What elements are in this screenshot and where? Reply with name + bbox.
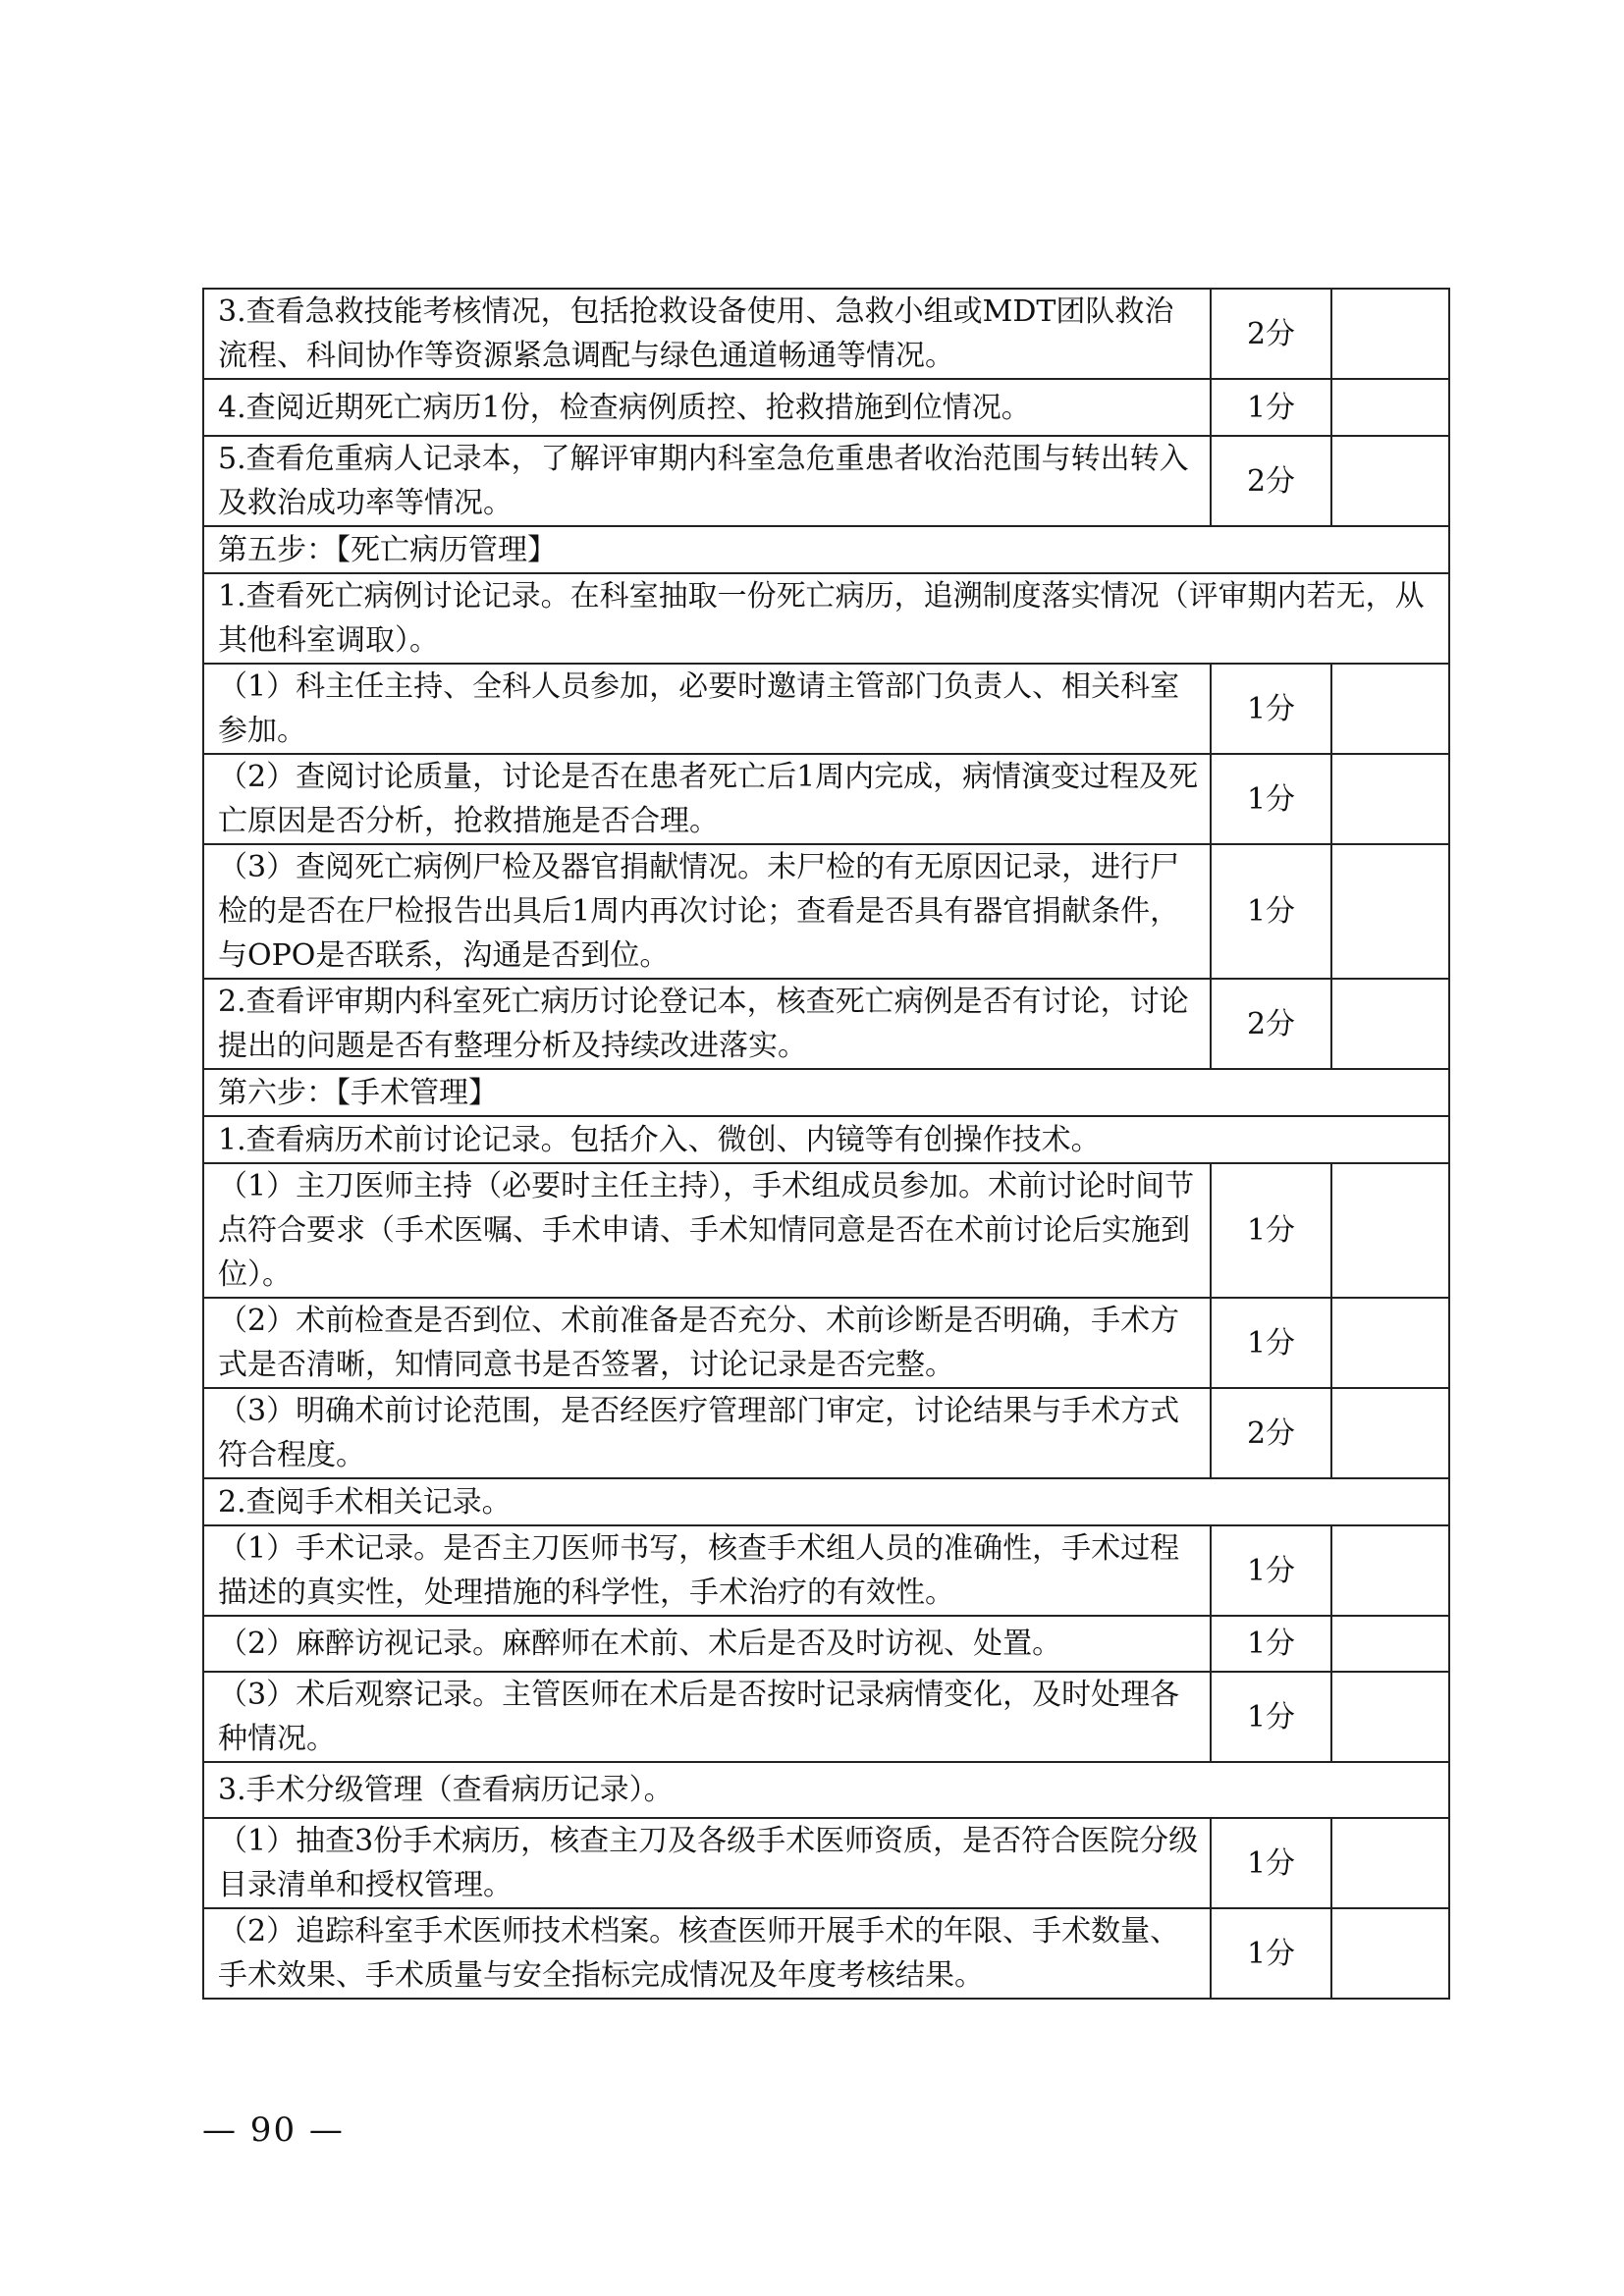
table-row (203, 1908, 1449, 1999)
check-cell (1331, 979, 1449, 1069)
criterion-text: （2）术前检查是否到位、术前准备是否充分、术前诊断是否明确，手术方式是否清晰，知情同意书是否签署，讨论记录是否完整。 (203, 1298, 1211, 1388)
criterion-score: 1分 (1211, 1672, 1331, 1762)
criterion-score: 1分 (1211, 1163, 1331, 1298)
criterion-score: 1分 (1211, 1525, 1331, 1616)
criterion-text: （1）科主任主持、全科人员参加，必要时邀请主管部门负责人、相关科室参加。 (203, 664, 1211, 754)
criterion-score: 2分 (1211, 979, 1331, 1069)
check-cell (1331, 754, 1449, 844)
check-cell (1331, 379, 1449, 436)
table-row (203, 1116, 1449, 1163)
evaluation-criteria-table (202, 288, 1450, 2000)
criterion-text: （2）麻醉访视记录。麻醉师在术前、术后是否及时访视、处置。 (203, 1616, 1211, 1672)
criterion-group-text: 1.查看病历术前讨论记录。包括介入、微创、内镜等有创操作技术。 (203, 1116, 1449, 1163)
check-cell (1331, 1672, 1449, 1762)
table-row (203, 1298, 1449, 1388)
section-heading: 第五步：【死亡病历管理】 (203, 526, 1449, 573)
table-row (203, 289, 1449, 379)
criterion-text: （3）明确术前讨论范围，是否经医疗管理部门审定，讨论结果与手术方式符合程度。 (203, 1388, 1211, 1478)
criterion-text: （3）查阅死亡病例尸检及器官捐献情况。未尸检的有无原因记录，进行尸检的是否在尸检报告出具后1周内再次讨论；查看是否具有器官捐献条件，与OPO是否联系，沟通是否到位。 (203, 844, 1211, 979)
check-cell (1331, 1818, 1449, 1908)
table-row (203, 1388, 1449, 1478)
criterion-score: 1分 (1211, 1298, 1331, 1388)
criterion-score: 1分 (1211, 1908, 1331, 1999)
criterion-text: 3.查看急救技能考核情况，包括抢救设备使用、急救小组或MDT团队救治流程、科间协作等资源紧急调配与绿色通道畅通等情况。 (203, 289, 1211, 379)
table-row (203, 1762, 1449, 1818)
criterion-group-text: 1.查看死亡病例讨论记录。在科室抽取一份死亡病历，追溯制度落实情况（评审期内若无，从其他科室调取）。 (203, 573, 1449, 664)
criterion-score: 1分 (1211, 844, 1331, 979)
check-cell (1331, 1525, 1449, 1616)
table-row (203, 979, 1449, 1069)
criterion-score: 1分 (1211, 664, 1331, 754)
criterion-text: （1）手术记录。是否主刀医师书写，核查手术组人员的准确性，手术过程描述的真实性，处理措施的科学性，手术治疗的有效性。 (203, 1525, 1211, 1616)
check-cell (1331, 436, 1449, 526)
criterion-text: 5.查看危重病人记录本，了解评审期内科室急危重患者收治范围与转出转入及救治成功率等情况。 (203, 436, 1211, 526)
criterion-text: （3）术后观察记录。主管医师在术后是否按时记录病情变化，及时处理各种情况。 (203, 1672, 1211, 1762)
table-row (203, 664, 1449, 754)
criterion-group-text: 3.手术分级管理（查看病历记录）。 (203, 1762, 1449, 1818)
section-heading: 第六步：【手术管理】 (203, 1069, 1449, 1116)
section-heading-row (203, 526, 1449, 573)
check-cell (1331, 1163, 1449, 1298)
check-cell (1331, 1298, 1449, 1388)
check-cell (1331, 1388, 1449, 1478)
table-row (203, 573, 1449, 664)
criterion-text: （1）主刀医师主持（必要时主任主持），手术组成员参加。术前讨论时间节点符合要求（手术医嘱、手术申请、手术知情同意是否在术前讨论后实施到位）。 (203, 1163, 1211, 1298)
table-row (203, 1163, 1449, 1298)
table-row (203, 1818, 1449, 1908)
criterion-group-text: 2.查阅手术相关记录。 (203, 1478, 1449, 1525)
table-row (203, 436, 1449, 526)
criterion-score: 2分 (1211, 289, 1331, 379)
table-row (203, 754, 1449, 844)
criterion-score: 2分 (1211, 1388, 1331, 1478)
check-cell (1331, 664, 1449, 754)
table-row (203, 1478, 1449, 1525)
criterion-score: 1分 (1211, 379, 1331, 436)
page-number: — 90 — (202, 2110, 345, 2150)
check-cell (1331, 844, 1449, 979)
check-cell (1331, 1908, 1449, 1999)
criterion-score: 1分 (1211, 1818, 1331, 1908)
table-row (203, 1616, 1449, 1672)
table-row (203, 379, 1449, 436)
criterion-text: 4.查阅近期死亡病历1份，检查病例质控、抢救措施到位情况。 (203, 379, 1211, 436)
table-row (203, 1525, 1449, 1616)
criterion-score: 1分 (1211, 754, 1331, 844)
check-cell (1331, 1616, 1449, 1672)
criterion-text: （2）追踪科室手术医师技术档案。核查医师开展手术的年限、手术数量、手术效果、手术质量与安全指标完成情况及年度考核结果。 (203, 1908, 1211, 1999)
criterion-text: （2）查阅讨论质量，讨论是否在患者死亡后1周内完成，病情演变过程及死亡原因是否分析，抢救措施是否合理。 (203, 754, 1211, 844)
criterion-score: 1分 (1211, 1616, 1331, 1672)
check-cell (1331, 289, 1449, 379)
criterion-text: （1）抽查3份手术病历，核查主刀及各级手术医师资质，是否符合医院分级目录清单和授权管理。 (203, 1818, 1211, 1908)
table-row (203, 1672, 1449, 1762)
table-row (203, 844, 1449, 979)
section-heading-row (203, 1069, 1449, 1116)
criterion-score: 2分 (1211, 436, 1331, 526)
criterion-text: 2.查看评审期内科室死亡病历讨论登记本，核查死亡病例是否有讨论，讨论提出的问题是否有整理分析及持续改进落实。 (203, 979, 1211, 1069)
